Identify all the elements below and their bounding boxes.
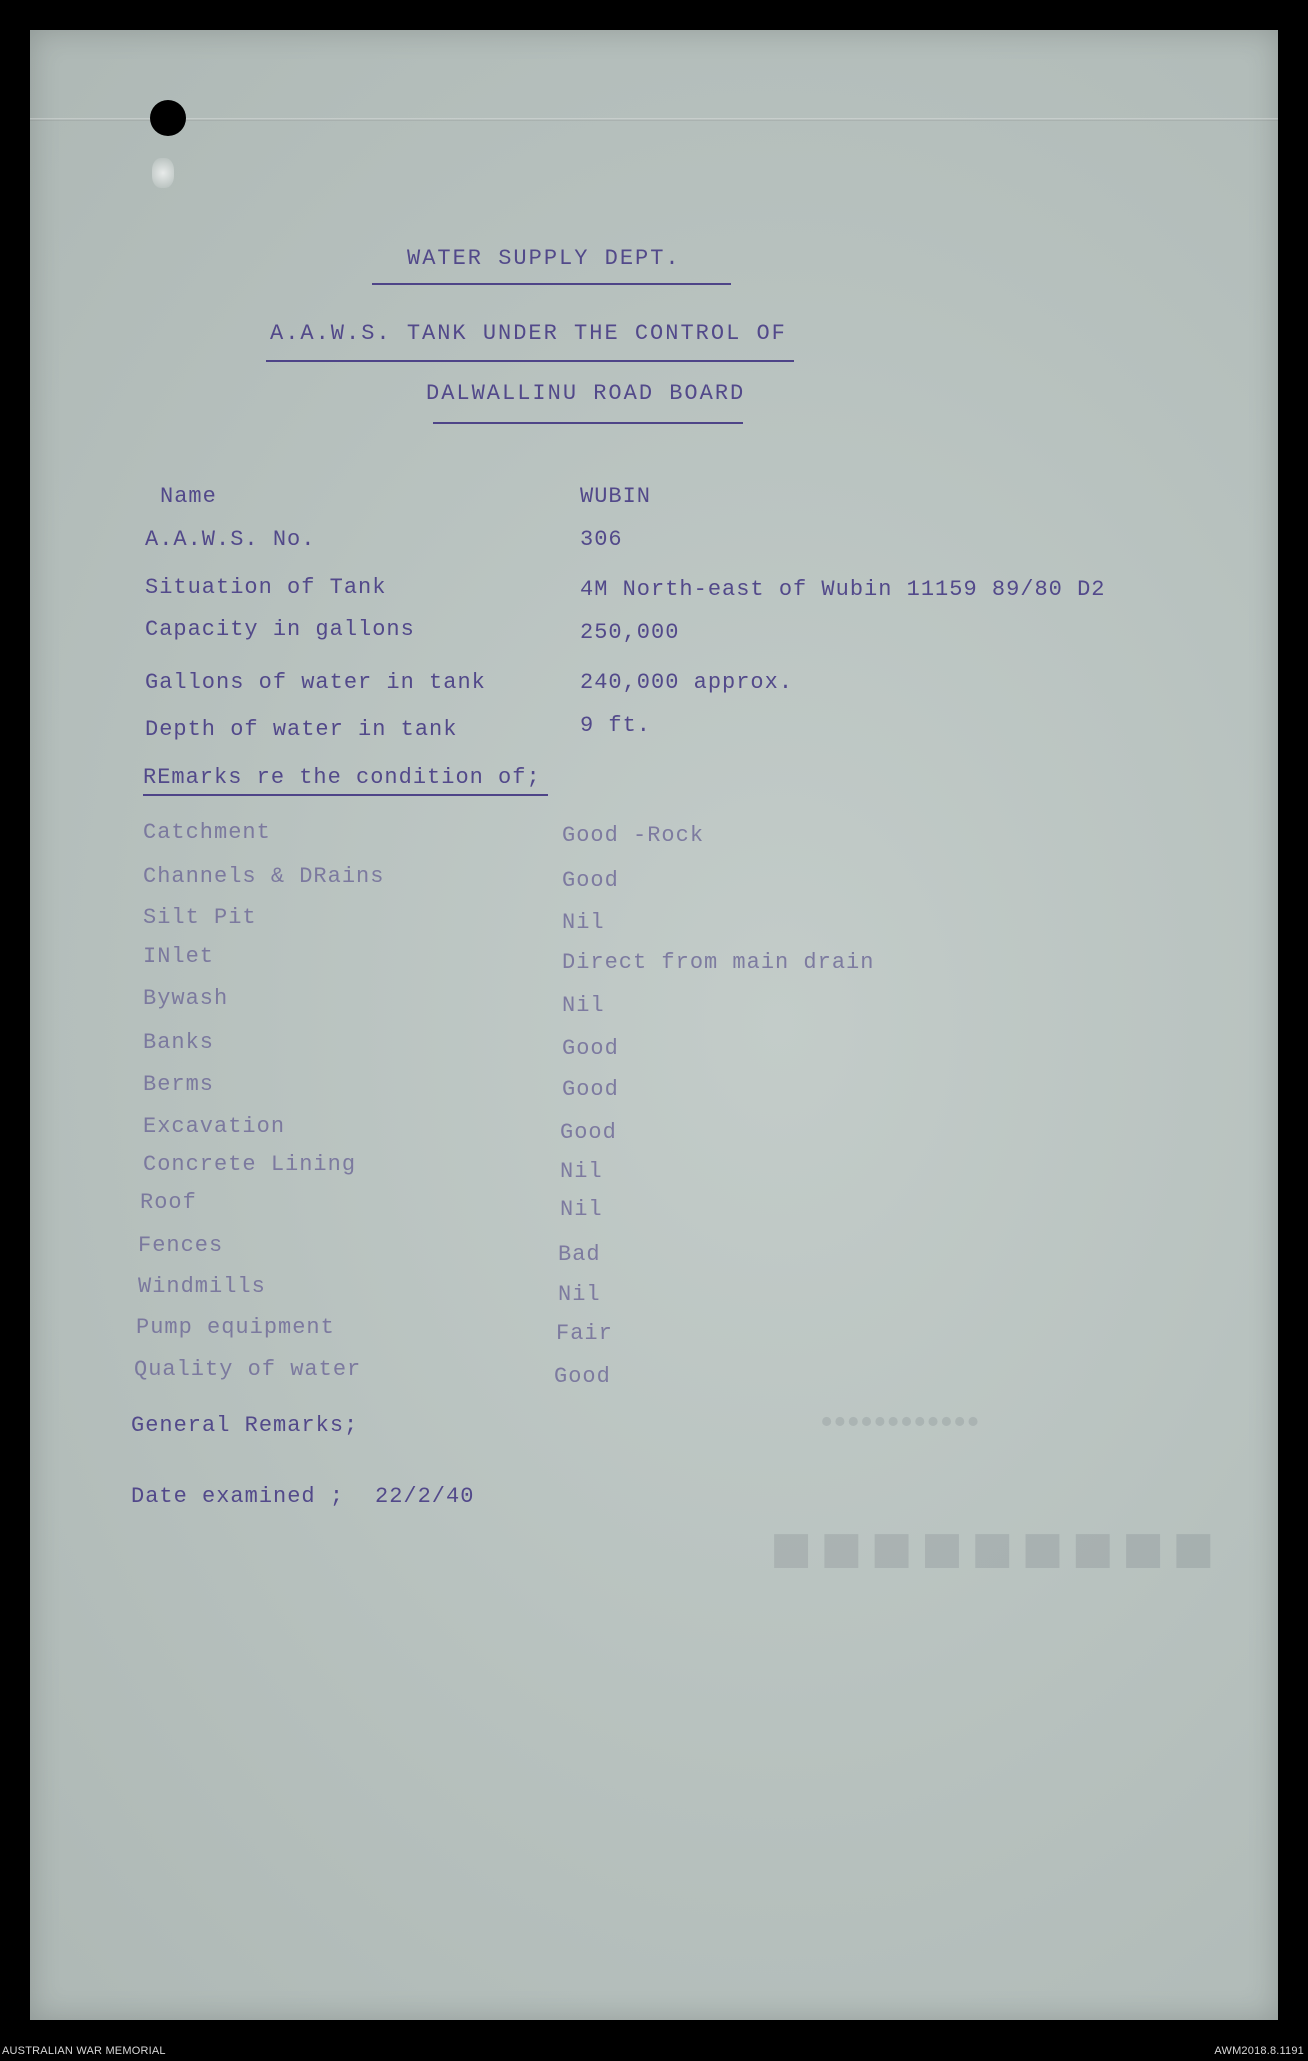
detail-value-gallons-in-tank: 240,000 approx.	[580, 670, 794, 695]
condition-label-silt-pit: Silt Pit	[143, 905, 257, 930]
heading-line-1: WATER SUPPLY DEPT.	[407, 246, 681, 271]
detail-label-capacity: Capacity in gallons	[145, 617, 415, 642]
detail-value-capacity: 250,000	[580, 620, 680, 645]
condition-label-fences: Fences	[138, 1233, 224, 1258]
detail-label-name: Name	[160, 484, 217, 509]
condition-value-pump-equipment: Fair	[556, 1321, 613, 1346]
paper-fold-line	[30, 118, 1278, 121]
condition-value-roof: Nil	[560, 1197, 603, 1222]
heading-line-2: A.A.W.S. TANK UNDER THE CONTROL OF	[270, 321, 787, 346]
remarks-heading: REmarks re the condition of;	[143, 765, 541, 790]
condition-label-channels-drains: Channels & DRains	[143, 864, 385, 889]
heading-underline-3	[433, 422, 743, 424]
condition-value-silt-pit: Nil	[562, 910, 605, 935]
date-examined-label: Date examined ;	[131, 1484, 345, 1509]
punch-hole	[150, 100, 186, 136]
condition-value-catchment: Good -Rock	[562, 823, 705, 848]
condition-label-catchment: Catchment	[143, 820, 271, 845]
condition-value-fences: Bad	[558, 1242, 601, 1267]
general-remarks-label: General Remarks;	[131, 1413, 359, 1438]
condition-label-windmills: Windmills	[138, 1274, 266, 1299]
condition-label-pump-equipment: Pump equipment	[136, 1315, 335, 1340]
date-examined-value: 22/2/40	[375, 1484, 475, 1509]
document-page	[30, 30, 1278, 2020]
condition-label-banks: Banks	[143, 1030, 215, 1055]
condition-value-berms: Good	[562, 1077, 619, 1102]
detail-label-aaws-no: A.A.W.S. No.	[145, 527, 316, 552]
condition-label-excavation: Excavation	[143, 1114, 286, 1139]
paper-scuff	[152, 158, 174, 188]
show-through-mark: ■■■■■■■■■	[770, 1511, 1223, 1588]
condition-label-bywash: Bywash	[143, 986, 229, 1011]
show-through-mark: ••••••••••••	[820, 1401, 980, 1443]
detail-label-situation: Situation of Tank	[145, 575, 387, 600]
condition-value-banks: Good	[562, 1036, 619, 1061]
condition-value-channels-drains: Good	[562, 868, 619, 893]
detail-value-aaws-no: 306	[580, 527, 623, 552]
heading-line-3: DALWALLINU ROAD BOARD	[426, 381, 746, 406]
detail-value-depth: 9 ft.	[580, 713, 652, 738]
condition-label-berms: Berms	[143, 1072, 215, 1097]
footer-reference: AWM2018.8.1191	[1214, 2045, 1304, 2057]
footer-credit: AUSTRALIAN WAR MEMORIAL	[2, 2045, 166, 2057]
detail-value-name: WUBIN	[580, 484, 652, 509]
detail-label-depth: Depth of water in tank	[145, 717, 458, 742]
condition-label-concrete-lining: Concrete Lining	[143, 1152, 357, 1177]
heading-underline-2	[266, 360, 794, 362]
condition-value-bywash: Nil	[562, 993, 605, 1018]
detail-label-gallons-in-tank: Gallons of water in tank	[145, 670, 486, 695]
heading-underline-1	[372, 283, 731, 285]
remarks-heading-underline	[143, 794, 548, 796]
condition-value-concrete-lining: Nil	[560, 1159, 603, 1184]
condition-value-quality-of-water: Good	[554, 1364, 611, 1389]
condition-value-windmills: Nil	[558, 1282, 601, 1307]
condition-label-inlet: INlet	[143, 944, 215, 969]
condition-value-excavation: Good	[560, 1120, 617, 1145]
condition-label-quality-of-water: Quality of water	[134, 1357, 362, 1382]
condition-label-roof: Roof	[140, 1190, 197, 1215]
condition-value-inlet: Direct from main drain	[562, 950, 875, 975]
detail-value-situation: 4M North-east of Wubin 11159 89/80 D2	[580, 577, 1106, 602]
